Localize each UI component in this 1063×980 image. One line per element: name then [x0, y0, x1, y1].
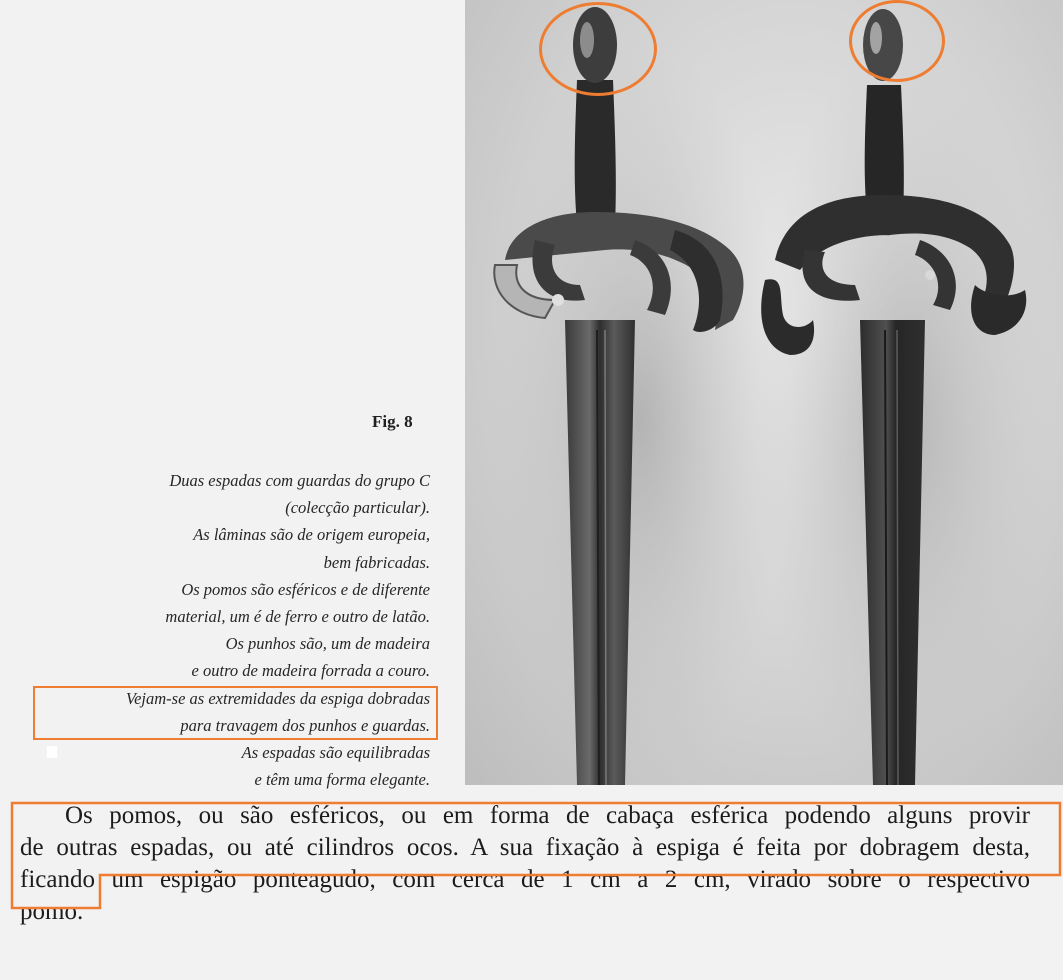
caption-line: Duas espadas com guardas do grupo C	[169, 471, 430, 490]
caption-line: Vejam-se as extremidades da espiga dobradas	[125, 688, 430, 708]
sword-photograph	[465, 0, 1063, 785]
left-sword-shadow	[490, 40, 790, 785]
caption-line: e têm uma forma elegante.	[254, 770, 430, 790]
body-paragraph	[20, 800, 1030, 928]
paragraph-line: pomo.	[20, 898, 84, 925]
caption-line: (colecção particular).	[285, 498, 430, 518]
caption-line: Os punhos são, um de madeira	[225, 634, 430, 654]
caption-line: As lâminas são de origem europeia,	[193, 525, 430, 545]
paragraph-line: de outras espadas, ou até cilindros ocos. A sua fixação à espiga é feita por dobragem desta,	[20, 834, 1030, 861]
paragraph-line: ficando um espigão ponteagudo, com cerca de 1 cm a 2 cm, virado sobre o respectivo	[20, 866, 1030, 893]
figure-caption	[0, 467, 430, 793]
paragraph-line: Os pomos, ou são esféricos, ou em forma de cabaça esférica podendo alguns provir	[65, 802, 1030, 829]
page-bleed-through	[0, 0, 470, 330]
caption-line: para travagem dos punhos e guardas.	[180, 715, 430, 735]
caption-line: e outro de madeira forrada a couro.	[191, 661, 430, 681]
swords-illustration	[465, 0, 1063, 785]
paper-speck	[47, 746, 57, 758]
caption-line: As espadas são equilibradas	[241, 743, 430, 763]
caption-line: Os pomos são esféricos e de diferente	[181, 579, 430, 599]
caption-line: material, um é de ferro e outro de latão.	[165, 607, 430, 627]
figure-label: Fig. 8	[372, 412, 413, 431]
caption-line: bem fabricadas.	[323, 552, 430, 572]
